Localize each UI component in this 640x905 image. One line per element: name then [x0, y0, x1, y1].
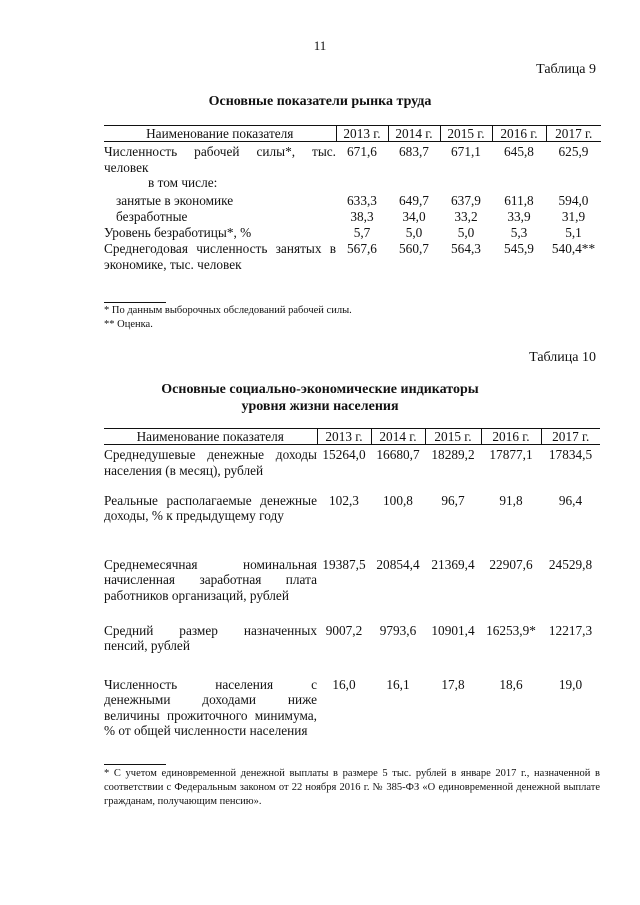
cell-value: 19387,5 — [322, 556, 366, 572]
cell-value: 9007,2 — [325, 622, 363, 638]
table9-header-year: 2013 г. — [336, 126, 388, 142]
table-row — [104, 493, 600, 557]
table10-title: Основные социально-экономические индикаторы — [161, 382, 479, 397]
cell-value: 17834,5 — [548, 447, 593, 462]
cell-value: 16680,7 — [376, 447, 420, 462]
table-row — [104, 225, 601, 241]
row-name: Среднемесячная номинальная начисленная заработная плата работников организаций, рублей — [104, 556, 317, 603]
table9-header-row — [104, 126, 601, 142]
table9-header-year: 2015 г. — [440, 126, 492, 142]
row-name: занятые в экономике — [116, 193, 234, 208]
table-row — [104, 241, 601, 273]
cell-value: 96,4 — [558, 492, 583, 508]
cell-value: 102,3 — [329, 492, 359, 508]
table-row — [104, 557, 600, 623]
row-name: Численность рабочей силы*, тыс. человек — [104, 144, 336, 175]
cell-value: 33,9 — [507, 209, 531, 224]
table-row — [104, 175, 601, 193]
cell-value: 564,3 — [451, 241, 481, 256]
table-row — [104, 209, 601, 225]
cell-value: 16253,9* — [486, 622, 536, 638]
cell-value: 100,8 — [383, 492, 413, 508]
table-row — [104, 677, 600, 743]
cell-value: 594,0 — [558, 193, 589, 208]
table-row — [104, 445, 600, 493]
footnote-rule — [104, 302, 166, 303]
cell-value: 5,7 — [353, 225, 371, 240]
cell-value: 683,7 — [399, 144, 429, 159]
table10-header-name: Наименование показателя — [104, 429, 317, 445]
table-row — [104, 142, 601, 176]
cell-value: 645,8 — [504, 144, 534, 159]
table10-header-year: 2013 г. — [317, 429, 371, 445]
cell-value: 17,8 — [441, 676, 465, 692]
table10-header-row — [104, 429, 600, 445]
cell-value: 5,0 — [405, 225, 423, 240]
footnote-rule — [104, 764, 166, 765]
table10-header-year: 2014 г. — [371, 429, 425, 445]
cell-value: 16,1 — [386, 676, 410, 692]
cell-value: 19,0 — [558, 676, 583, 692]
table10-footnote: * С учетом единовременной денежной выплаты в размере 5 тыс. рублей в январе 2017 г., назначенной в соответствии с Федеральным законом от 22 ноября 2016 г. № 385-ФЗ «О единовременной денежной выплате гражданам, получающим пенсию». — [104, 768, 600, 807]
table-row — [104, 623, 600, 677]
cell-value: 625,9 — [558, 144, 589, 159]
row-name: Среднедушевые денежные доходы населения (в месяц), рублей — [104, 447, 317, 478]
table9-footnote: ** Оценка. — [104, 319, 153, 330]
table9-footnote: * По данным выборочных обследований рабочей силы. — [104, 305, 352, 316]
table10 — [104, 428, 600, 743]
cell-value: 18,6 — [499, 676, 523, 692]
row-name: в том числе: — [148, 175, 218, 190]
cell-value: 545,9 — [504, 241, 534, 256]
table9-title: Основные показатели рынка труда — [208, 94, 432, 109]
cell-value: 18289,2 — [431, 447, 475, 462]
row-name: Уровень безработицы*, % — [104, 225, 252, 240]
cell-value: 34,0 — [402, 209, 426, 224]
cell-value: 96,7 — [441, 492, 465, 508]
table9-label: Таблица 9 — [536, 62, 596, 77]
cell-value: 649,7 — [399, 193, 429, 208]
cell-value: 31,9 — [561, 209, 586, 224]
cell-value: 10901,4 — [431, 622, 475, 638]
cell-value: 637,9 — [451, 193, 481, 208]
cell-value: 17877,1 — [489, 447, 533, 462]
table10-header-year: 2015 г. — [425, 429, 481, 445]
table9-header-year: 2016 г. — [492, 126, 546, 142]
table9 — [104, 125, 601, 273]
cell-value: 633,3 — [347, 193, 377, 208]
cell-value: 16,0 — [332, 676, 356, 692]
cell-value: 671,6 — [347, 144, 377, 159]
cell-value: 33,2 — [454, 209, 478, 224]
cell-value: 5,0 — [457, 225, 475, 240]
table9-header-name: Наименование показателя — [104, 126, 336, 142]
row-name: Реальные располагаемые денежные доходы, % к предыдущему году — [104, 492, 317, 523]
cell-value: 22907,6 — [489, 556, 533, 572]
row-name: безработные — [116, 209, 188, 224]
cell-value: 5,1 — [565, 225, 582, 240]
cell-value: 611,8 — [504, 193, 534, 208]
page-number: 11 — [313, 38, 327, 53]
table9-header-year: 2014 г. — [388, 126, 440, 142]
cell-value: 9793,6 — [379, 622, 417, 638]
cell-value: 560,7 — [399, 241, 429, 256]
row-name: Численность населения с денежными доходами ниже величины прожиточного минимума, % от общей численности населения — [104, 676, 317, 738]
row-name: Среднегодовая численность занятых в экономике, тыс. человек — [104, 241, 336, 272]
cell-value: 12217,3 — [548, 622, 593, 638]
cell-value: 540,4** — [551, 241, 596, 256]
row-name: Средний размер назначенных пенсий, рублей — [104, 622, 317, 653]
cell-value: 21369,4 — [431, 556, 475, 572]
table10-title: уровня жизни населения — [241, 399, 399, 414]
cell-value: 20854,4 — [376, 556, 420, 572]
cell-value: 38,3 — [350, 209, 374, 224]
cell-value: 91,8 — [499, 492, 523, 508]
table-row — [104, 193, 601, 209]
cell-value: 15264,0 — [322, 447, 366, 462]
table10-header-year: 2017 г. — [541, 429, 600, 445]
table10-header-year: 2016 г. — [481, 429, 541, 445]
cell-value: 5,3 — [510, 225, 528, 240]
table9-header-year: 2017 г. — [546, 126, 601, 142]
table10-label: Таблица 10 — [529, 350, 596, 365]
cell-value: 567,6 — [347, 241, 377, 256]
cell-value: 671,1 — [451, 144, 481, 159]
cell-value: 24529,8 — [548, 556, 593, 572]
